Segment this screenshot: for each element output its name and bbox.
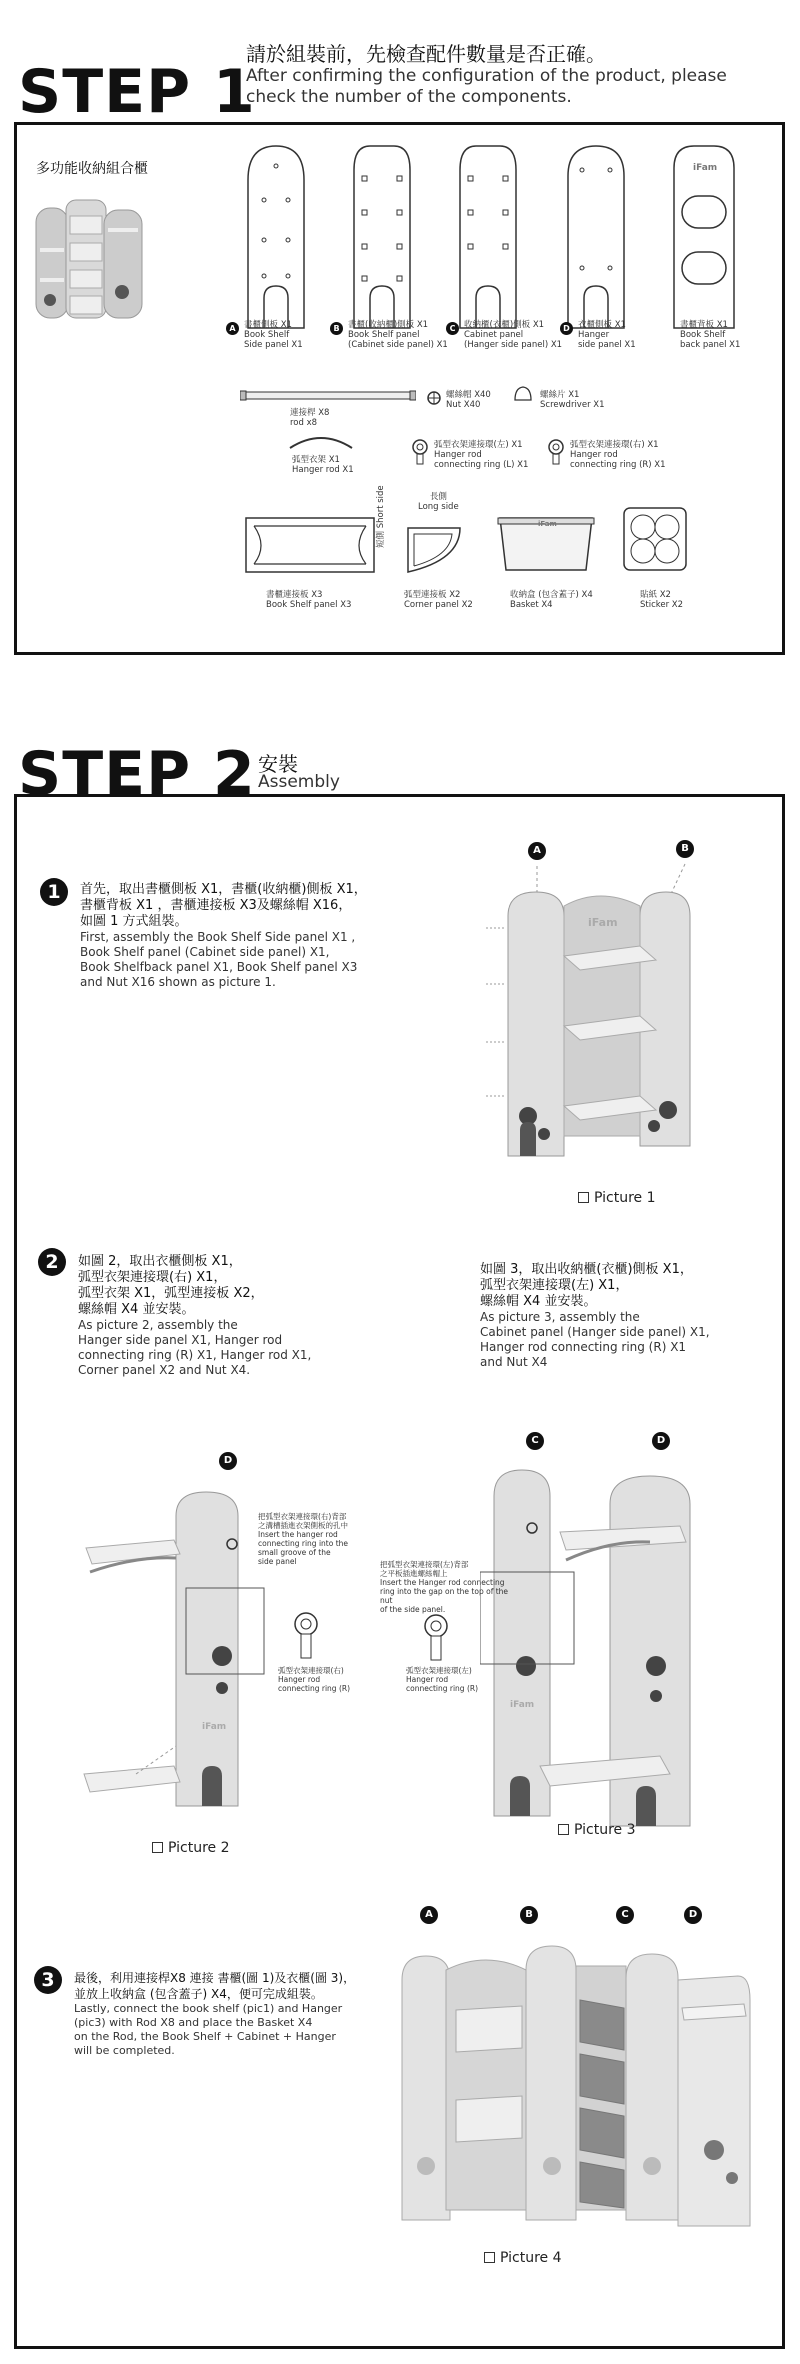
picture3-caption [558, 1822, 636, 1838]
part-c-caption [446, 320, 566, 350]
section2-en4: Corner panel X2 and Nut X4. [78, 1363, 251, 1377]
shelf-panel-caption [266, 590, 351, 610]
section1-zh1: 首先，取出書櫃側板 X1，書櫃(收納櫃)側板 X1， [80, 882, 367, 897]
hanger-rod-line2: Hanger rod X1 [292, 465, 354, 475]
part-c-line2: Cabinet panel [464, 330, 524, 340]
shelf-panel-line1: 書櫃連接板 X3 [266, 590, 323, 600]
picture2-label: Picture 2 [168, 1840, 230, 1856]
picture3-ring-detail [416, 1612, 456, 1666]
picture4-caption [484, 2250, 562, 2266]
nut-caption [446, 390, 491, 410]
part-d-badge: D [560, 322, 573, 335]
part-a-line2: Book Shelf [244, 330, 290, 340]
part-a-line3: Side panel X1 [244, 340, 303, 350]
basket-line1: 收納盒 (包含蓋子) X4 [510, 590, 593, 600]
pic3-note-en2: ring into the gap on the top of the nut [380, 1587, 509, 1605]
section1-zh3: 如圖 1 方式組裝。 [80, 914, 188, 929]
section1-zh2: 書櫃背板 X1 ，書櫃連接板 X3及螺絲帽 X16， [80, 898, 352, 913]
step1-en-line2: check the number of the components. [246, 87, 572, 107]
part-e-caption [680, 320, 770, 350]
pic3-ring-en1: Hanger rod [406, 1675, 449, 1684]
corner-panel-line2: Corner panel X2 [404, 600, 473, 610]
section1-en1: First, assembly the Book Shelf Side panel X1 , [80, 930, 356, 944]
rod-line2: rod x8 [290, 418, 318, 428]
step1-zh-heading: 請於組裝前，先檢查配件數量是否正確。 [246, 42, 606, 66]
pic2-note-en4: side panel [258, 1557, 297, 1566]
product-name: 多功能收納組合櫃 [36, 161, 148, 177]
corner-short-en: Short side [376, 485, 386, 529]
pic3-note-en3: of the side panel. [380, 1605, 446, 1614]
picture2-caption [152, 1840, 230, 1856]
pic2-note-zh1: 把弧型衣架連接環(右)背部 [258, 1512, 347, 1521]
step-number-1: 1 [40, 878, 68, 906]
basket-drawing [494, 508, 598, 578]
section1-en4: and Nut X16 shown as picture 1. [80, 975, 276, 989]
picture4-illustration [396, 1930, 756, 2230]
hanger-rod-line1: 弧型衣架 X1 [292, 455, 340, 465]
hanger-rod-drawing [286, 430, 356, 452]
picture1-caption [578, 1190, 656, 1206]
part-b-line2: Book Shelf panel [348, 330, 420, 340]
picture3-note [380, 1560, 510, 1614]
sticker-caption [640, 590, 683, 610]
side-panel-a-drawing [236, 140, 316, 330]
product-thumbnail [30, 188, 150, 328]
picture2-illustration [76, 1476, 276, 1826]
pic2-ring-en1: Hanger rod [278, 1675, 321, 1684]
part-e-line3: back panel X1 [680, 340, 741, 350]
screwdriver-line1: 螺絲片 X1 [540, 390, 580, 400]
side-panel-b-drawing [342, 140, 422, 330]
section4-en1: Lastly, connect the book shelf (pic1) and Hanger [74, 2002, 343, 2015]
section4-text [74, 1970, 355, 2058]
step-number-3: 3 [34, 1966, 62, 1994]
picture2-note [258, 1512, 354, 1566]
pic2-ring-en2: connecting ring (R) [278, 1684, 351, 1693]
corner-long-zh: 長側 [429, 492, 447, 502]
section4-en4: will be completed. [74, 2044, 175, 2057]
ring-right-drawing [546, 438, 566, 468]
part-d-line2: Hanger [578, 330, 610, 340]
basket-logo: iFam [538, 520, 557, 528]
pic1-badge-a: A [528, 842, 546, 860]
section2-en1: As picture 2, assembly the [78, 1318, 238, 1332]
step-number-2: 2 [38, 1248, 66, 1276]
picture1-label: Picture 1 [594, 1190, 656, 1206]
part-c-badge: C [446, 322, 459, 335]
ring-left-line2: Hanger rod [434, 450, 482, 460]
corner-long-en: Long side [418, 502, 459, 512]
section3-en2: Cabinet panel (Hanger side panel) X1, [480, 1325, 710, 1339]
part-e-line1: 書櫃背板 X1 [680, 320, 728, 330]
picture2-logo-wrap [202, 1722, 226, 1732]
nut-line1: 螺絲帽 X40 [446, 390, 491, 400]
ring-left-line1: 弧型衣架連接環(左) X1 [434, 440, 523, 450]
sticker-line1: 貼紙 X2 [640, 590, 671, 600]
part-e-line2: Book Shelf [680, 330, 726, 340]
pic3-ring-zh: 弧型衣架連接環(左) [406, 1666, 472, 1675]
section4-zh1: 最後，利用連接桿X8 連接 書櫃(圖 1)及衣櫃(圖 3)， [74, 1971, 356, 1985]
section2-en3: connecting ring (R) X1, Hanger rod X1, [78, 1348, 312, 1362]
pic1-badge-b: B [676, 840, 694, 858]
pic3-badge-c: C [526, 1432, 544, 1450]
pic2-badge-d: D [219, 1452, 237, 1470]
section1-en2: Book Shelf panel (Cabinet side panel) X1, [80, 945, 330, 959]
part-a-line1: 書櫃側板 X1 [244, 320, 292, 330]
picture1-logo: iFam [588, 916, 618, 929]
corner-short-zh: 短側 [376, 530, 386, 548]
section2-zh4: 螺絲帽 X4 並安裝。 [78, 1302, 195, 1317]
section2-zh2: 弧型衣架連接環(右) X1， [78, 1270, 227, 1285]
part-c-line3: (Hanger side panel) X1 [464, 340, 563, 350]
pic4-badge-a: A [420, 1906, 438, 1924]
section1-text [80, 882, 367, 990]
picture2-logo: iFam [202, 1722, 227, 1732]
basket-caption [510, 590, 593, 610]
side-panel-c-drawing [448, 140, 528, 330]
picture3-label: Picture 3 [574, 1822, 636, 1838]
section2-zh3: 弧型衣架 X1，弧型連接板 X2， [78, 1286, 264, 1301]
section3-zh1: 如圖 3，取出收納櫃(衣櫃)側板 X1， [480, 1262, 693, 1277]
step1-title: STEP 1 [18, 57, 256, 127]
ring-left-line3: connecting ring (L) X1 [434, 460, 529, 470]
pic4-badge-d: D [684, 1906, 702, 1924]
section3-zh3: 螺絲帽 X4 並安裝。 [480, 1294, 597, 1309]
pic4-badge-c: C [616, 1906, 634, 1924]
side-panel-d-drawing [556, 140, 636, 330]
part-c-line1: 收納櫃(衣櫃)側板 X1 [464, 320, 545, 330]
picture1-illustration [480, 856, 700, 1166]
sticker-drawing [622, 506, 688, 572]
section4-en2: (pic3) with Rod X8 and place the Basket X4 [74, 2016, 313, 2029]
part-b-caption [330, 320, 450, 350]
part-b-line3: (Cabinet side panel) X1 [348, 340, 448, 350]
part-b-badge: B [330, 322, 343, 335]
rod-line1: 連接桿 X8 [290, 408, 330, 418]
ring-right-line3: connecting ring (R) X1 [570, 460, 666, 470]
section3-zh2: 弧型衣架連接環(左) X1， [480, 1278, 629, 1293]
pic2-note-zh2: 之溝槽插進衣架側板的孔中 [258, 1521, 348, 1530]
picture3-logo: iFam [510, 1700, 535, 1710]
corner-long-side-label [418, 492, 459, 512]
screwdriver-line2: Screwdriver X1 [540, 400, 605, 410]
image-icon [152, 1842, 163, 1853]
rod-caption [290, 408, 329, 428]
pic3-note-zh2: 之平板插進螺絲帽上 [380, 1569, 448, 1578]
step1-en-line1: After confirming the configuration of the product, please [246, 66, 727, 86]
ring-left-caption [434, 440, 528, 470]
pic3-ring-en2: connecting ring (R) [406, 1684, 479, 1693]
image-icon [558, 1824, 569, 1835]
ring-left-drawing [410, 438, 430, 468]
pic4-badge-b: B [520, 1906, 538, 1924]
image-icon [578, 1192, 589, 1203]
nut-line2: Nut X40 [446, 400, 481, 410]
corner-panel-line1: 弧型連接板 X2 [404, 590, 461, 600]
screwdriver-drawing [512, 384, 534, 406]
section2-en2: Hanger side panel X1, Hanger rod [78, 1333, 283, 1347]
pic2-ring-zh: 弧型衣架連接環(右) [278, 1666, 344, 1675]
picture4-label: Picture 4 [500, 2250, 562, 2266]
step2-title: STEP 2 [18, 739, 256, 809]
screwdriver-caption [540, 390, 605, 410]
back-panel-logo: iFam [693, 163, 718, 173]
hanger-rod-caption [292, 455, 354, 475]
corner-panel-caption [404, 590, 473, 610]
pic2-note-en1: Insert the hanger rod [258, 1530, 338, 1539]
pic3-note-en1: Insert the Hanger rod connecting [380, 1578, 505, 1587]
ring-right-line1: 弧型衣架連接環(右) X1 [570, 440, 659, 450]
pic2-note-en3: small groove of the [258, 1548, 331, 1557]
ring-right-caption [570, 440, 666, 470]
pic3-badge-d: D [652, 1432, 670, 1450]
section3-en1: As picture 3, assembly the [480, 1310, 640, 1324]
part-d-line1: 衣櫃側板 X1 [578, 320, 626, 330]
section2-zh1: 如圖 2，取出衣櫃側板 X1， [78, 1254, 242, 1269]
shelf-panel-line2: Book Shelf panel X3 [266, 600, 352, 610]
nut-drawing [426, 390, 442, 406]
picture2-ring-detail [286, 1610, 326, 1664]
section4-zh2: 並放上收納盒 (包含蓋子) X4，便可完成組裝。 [74, 1987, 323, 2001]
pic3-note-zh1: 把弧型衣架連接環(左)背部 [380, 1560, 469, 1569]
picture2-ring-label [278, 1666, 350, 1693]
corner-panel-drawing [400, 508, 470, 578]
part-a-badge: A [226, 322, 239, 335]
rod-drawing [240, 388, 416, 404]
picture3-illustration [480, 1456, 720, 1836]
part-d-line3: side panel X1 [578, 340, 636, 350]
shelf-panel-drawing [240, 510, 380, 580]
part-d-caption [560, 320, 660, 350]
part-b-line1: 書櫃(收納櫃)側板 X1 [348, 320, 429, 330]
sticker-line2: Sticker X2 [640, 600, 684, 610]
ring-right-line2: Hanger rod [570, 450, 618, 460]
corner-short-side-label [376, 485, 386, 548]
image-icon [484, 2252, 495, 2263]
step2-zh-heading: 安裝 [258, 752, 298, 776]
section4-en3: on the Rod, the Book Shelf + Cabinet + Hanger [74, 2030, 336, 2043]
section2-text [78, 1254, 311, 1378]
part-a-caption [226, 320, 336, 350]
step2-en-heading: Assembly [258, 772, 340, 792]
basket-line2: Basket X4 [510, 600, 553, 610]
section3-text [480, 1262, 710, 1370]
picture3-ring-label [406, 1666, 478, 1693]
pic2-note-en2: connecting ring into the [258, 1539, 349, 1548]
section3-en3: Hanger rod connecting ring (R) X1 [480, 1340, 687, 1354]
section3-en4: and Nut X4 [480, 1355, 548, 1369]
section1-en3: Book Shelfback panel X1, Book Shelf panel X3 [80, 960, 358, 974]
